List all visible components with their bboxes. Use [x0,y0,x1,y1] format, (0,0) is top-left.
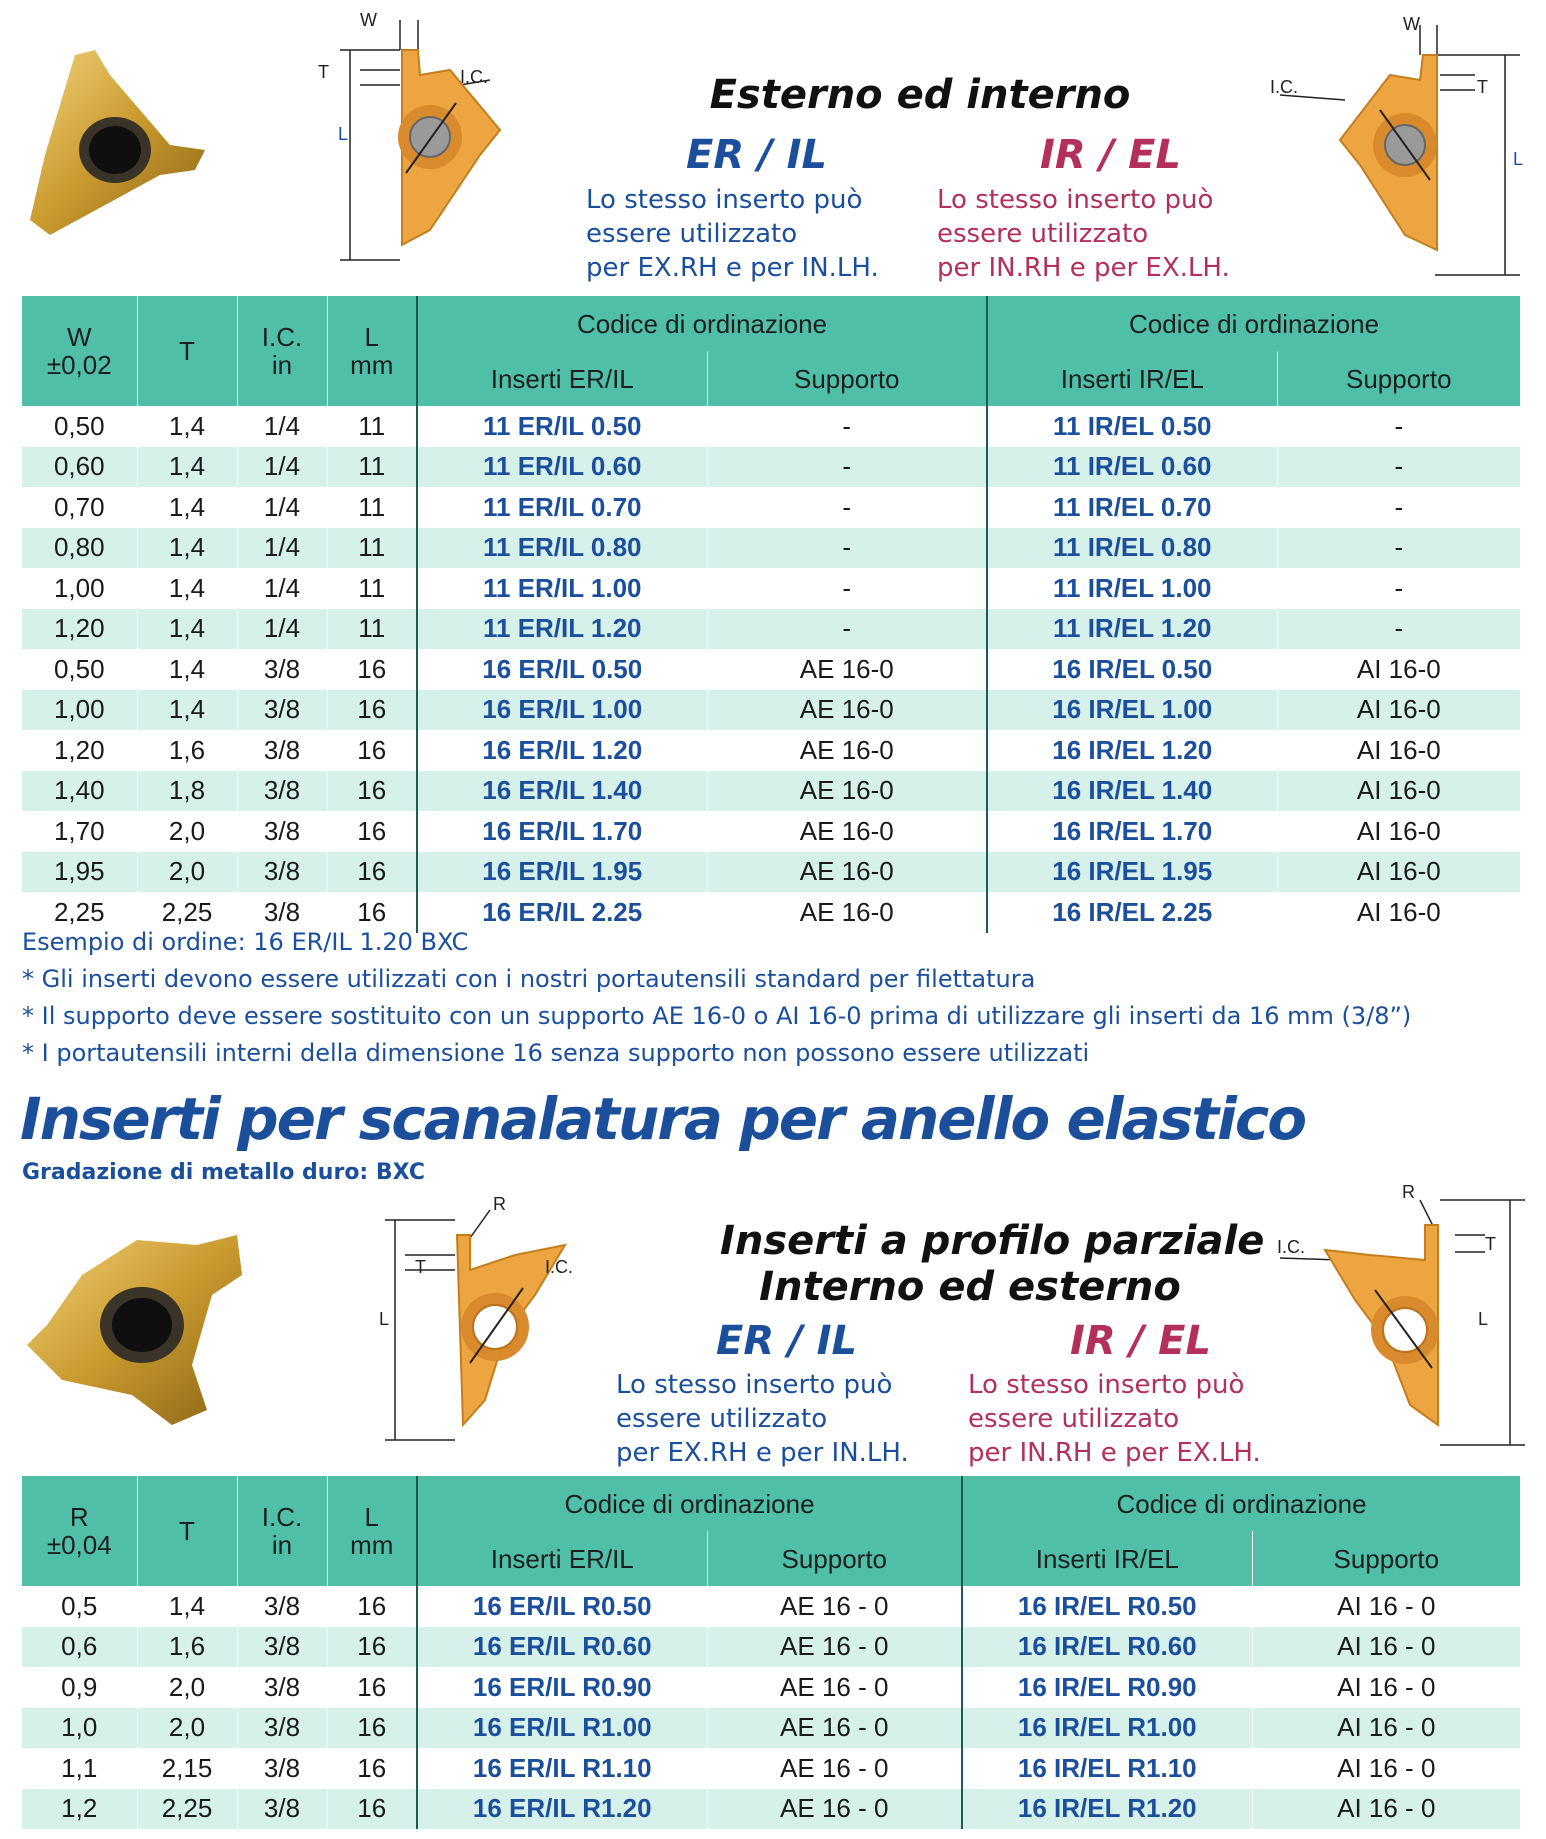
section1-ir-code: IR / EL [1040,132,1181,178]
cell-t: 2,0 [137,852,237,893]
cell-support-right: - [1277,487,1520,528]
cell-l: 11 [327,609,417,650]
cell-insert-er-il: 16 ER/IL R0.50 [417,1586,707,1627]
note-1: * Gli inserti devono essere utilizzati con i nostri portautensili standard per filettatura [22,965,1036,993]
cell-support-left: - [707,609,987,650]
cell-insert-ir-el: 16 IR/EL R0.50 [962,1586,1252,1627]
cell-l: 16 [327,730,417,771]
cell-support-right: - [1277,406,1520,447]
cell-support-left: AE 16-0 [707,811,987,852]
cell-insert-ir-el: 16 IR/EL 1.00 [987,690,1277,731]
header-w: W ±0,02 [22,296,137,406]
cell-t: 2,0 [137,811,237,852]
cell-support-left: AE 16 - 0 [707,1789,962,1830]
header-support-right: Supporto [1252,1531,1520,1586]
cell-t: 1,4 [137,609,237,650]
section2-er-description: Lo stesso inserto può essere utilizzato per EX.RH e per IN.LH. [616,1370,909,1468]
table-row [22,609,1520,650]
cell-dim: 0,5 [61,1590,98,1621]
cell-support-right: AI 16 - 0 [1252,1748,1520,1789]
cell-l: 11 [327,487,417,528]
table-row [22,1586,1520,1627]
cell-support-left: AE 16-0 [707,771,987,812]
cell-l: 16 [327,690,417,731]
cell-insert-ir-el: 16 IR/EL R0.60 [962,1627,1252,1668]
cell-insert-er-il: 16 ER/IL R0.60 [417,1627,707,1668]
cell-t: 1,6 [137,1627,237,1668]
cell-insert-ir-el: 16 IR/EL 1.20 [987,730,1277,771]
cell-support-right: - [1277,568,1520,609]
cell-support-left: AE 16 - 0 [707,1708,962,1749]
label-r: R [1402,1182,1415,1202]
label-l: L [1513,149,1524,169]
cell-l: 11 [327,406,417,447]
label-t: T [318,62,329,82]
label-w: W [360,10,377,30]
cell-support-right: AI 16-0 [1277,811,1520,852]
cell-support-right: AI 16 - 0 [1252,1667,1520,1708]
cell-support-right: AI 16-0 [1277,892,1520,933]
cell-l: 16 [327,649,417,690]
cell-dim: 1,00 [22,690,137,731]
cell-support-left: - [707,568,987,609]
cell-dim: 0,80 [22,528,137,569]
cell-insert-er-il: 11 ER/IL 0.50 [417,406,707,447]
cell-insert-ir-el: 16 IR/EL 1.40 [987,771,1277,812]
header-r: R ±0,04 [22,1476,137,1586]
order-example: Esempio di ordine: 16 ER/IL 1.20 BXC [22,928,469,956]
cell-t: 2,0 [137,1667,237,1708]
header-t: T [137,1476,237,1586]
cell-insert-er-il: 16 ER/IL R1.20 [417,1789,707,1830]
header-order-code-right: Codice di ordinazione [987,296,1520,351]
cell-ic: 1/4 [237,609,327,650]
section2-ir-description: Lo stesso inserto può essere utilizzato per IN.RH e per EX.LH. [968,1370,1261,1468]
label-l: L [338,124,349,144]
table-row [22,568,1520,609]
header-l: L mm [327,1476,417,1586]
cell-t: 1,4 [137,528,237,569]
section2-er-code: ER / IL [716,1318,857,1364]
cell-support-left: AE 16 - 0 [707,1667,962,1708]
note-3: * I portautensili interni della dimensione 16 senza supporto non possono essere utilizzati [22,1039,1090,1067]
cell-insert-er-il: 16 ER/IL 1.00 [417,690,707,731]
cell-ic: 3/8 [237,1789,327,1830]
cell-dim: 2,25 [53,896,105,927]
header-t: T [137,296,237,406]
cell-ic: 3/8 [237,1748,327,1789]
table-row [22,771,1520,812]
cell-t: 1,4 [137,406,237,447]
section1-er-code: ER / IL [686,132,827,178]
section2-subtitle: Inserti a profilo parziale Interno ed esterno [720,1218,1265,1310]
cell-dim: 1,1 [61,1752,98,1783]
cell-dim: 1,00 [53,572,105,603]
circlip-insert-table [22,1476,1520,1829]
label-r: R [493,1194,506,1214]
header-support-left: Supporto [707,351,987,406]
section1-subtitle: Esterno ed interno [709,72,1131,118]
header-inserts-er-il: Inserti ER/IL [417,1531,707,1586]
cell-insert-ir-el: 16 IR/EL R1.00 [962,1708,1252,1749]
cell-insert-er-il: 16 ER/IL R1.10 [417,1748,707,1789]
cell-t: 1,4 [137,1586,237,1627]
cell-dim: 1,40 [22,771,137,812]
table-row [22,406,1520,447]
cell-l: 16 [327,852,417,893]
cell-insert-er-il: 11 ER/IL 0.60 [417,447,707,488]
label-l: L [1478,1309,1489,1329]
insert-photo-threading [20,45,220,245]
section1-ir-description: Lo stesso inserto può essere utilizzato per IN.RH e per EX.LH. [937,185,1230,283]
cell-l: 16 [327,1586,417,1627]
cell-support-left: AE 16 - 0 [707,1748,962,1789]
label-ic: I.C. [1270,77,1299,97]
label-t: T [1485,1234,1496,1254]
cell-insert-er-il: 16 ER/IL 1.40 [417,771,707,812]
cell-ic: 1/4 [237,568,327,609]
cell-support-right: - [1277,528,1520,569]
cell-insert-ir-el: 11 IR/EL 0.70 [987,487,1277,528]
cell-l: 16 [327,1748,417,1789]
cell-support-left: - [707,406,987,447]
cell-t: 1,4 [137,690,237,731]
cell-support-left: AE 16-0 [707,690,987,731]
label-w: W [1403,14,1420,34]
cell-t: 2,0 [137,1708,237,1749]
cell-t: 1,4 [137,568,237,609]
section2-ir-code: IR / EL [1070,1318,1211,1364]
cell-l: 16 [327,811,417,852]
cell-insert-er-il: 16 ER/IL 1.70 [417,811,707,852]
cell-ic: 1/4 [237,528,327,569]
cell-insert-er-il: 11 ER/IL 0.70 [417,487,707,528]
diagram-ir-el-partial [1260,1180,1535,1450]
table-row [22,1748,1520,1789]
header-ic: I.C. in [237,296,327,406]
table-row [22,1627,1520,1668]
section2-title: Inserti per scanalatura per anello elastico [20,1085,1306,1153]
cell-support-left: AE 16 - 0 [707,1627,962,1668]
cell-dim: 1,95 [22,852,137,893]
cell-dim: 0,70 [53,491,105,522]
table-row [22,690,1520,731]
cell-ic: 3/8 [237,1627,327,1668]
cell-t: 2,25 [137,892,237,933]
cell-insert-ir-el: 11 IR/EL 0.60 [987,447,1277,488]
cell-insert-er-il: 11 ER/IL 1.20 [417,609,707,650]
cell-insert-ir-el: 16 IR/EL 0.50 [987,649,1277,690]
cell-ic: 3/8 [237,1667,327,1708]
cell-ic: 3/8 [237,649,327,690]
table-row [22,1667,1520,1708]
cell-l: 16 [327,892,417,933]
carbide-grade: Gradazione di metallo duro: BXC [22,1160,425,1185]
cell-insert-er-il: 16 ER/IL 2.25 [417,892,707,933]
header-inserts-ir-el: Inserti IR/EL [962,1531,1252,1586]
cell-support-right: AI 16-0 [1277,690,1520,731]
cell-dim: 0,9 [61,1671,98,1702]
cell-ic: 1/4 [237,447,327,488]
diagram-er-il [318,5,590,270]
cell-support-right: AI 16-0 [1277,852,1520,893]
header-order-code-right: Codice di ordinazione [962,1476,1520,1531]
cell-insert-ir-el: 11 IR/EL 1.20 [987,609,1277,650]
cell-support-left: - [707,447,987,488]
cell-t: 2,25 [137,1789,237,1830]
table-row [22,1789,1520,1830]
cell-ic: 1/4 [237,406,327,447]
cell-insert-ir-el: 16 IR/EL R1.20 [962,1789,1252,1830]
cell-support-left: AE 16-0 [707,892,987,933]
section1-er-description: Lo stesso inserto può essere utilizzato per EX.RH e per IN.LH. [586,185,879,283]
cell-insert-ir-el: 11 IR/EL 1.00 [987,568,1277,609]
diagram-ir-el [1255,5,1535,270]
cell-support-left: - [707,528,987,569]
cell-ic: 3/8 [237,771,327,812]
header-support-left: Supporto [707,1531,962,1586]
label-t: T [1477,77,1488,97]
table-row [22,487,1520,528]
cell-support-right: AI 16-0 [1277,771,1520,812]
label-ic: I.C. [1277,1237,1306,1257]
note-2: * Il supporto deve essere sostituito con un supporto AE 16-0 o AI 16-0 prima di utilizzare gli inserti da 16 mm (3/8”) [22,1002,1412,1030]
table-row [22,1708,1520,1749]
cell-insert-er-il: 16 ER/IL 1.95 [417,852,707,893]
header-order-code-left: Codice di ordinazione [417,1476,962,1531]
cell-support-right: AI 16 - 0 [1252,1789,1520,1830]
cell-t: 2,15 [137,1748,237,1789]
cell-dim: 1,70 [53,815,105,846]
cell-ic: 3/8 [237,690,327,731]
diagram-er-il-partial [375,1185,635,1450]
cell-support-left: - [707,487,987,528]
cell-support-left: AE 16-0 [707,852,987,893]
cell-insert-er-il: 16 ER/IL R0.90 [417,1667,707,1708]
cell-insert-er-il: 16 ER/IL 0.50 [417,649,707,690]
cell-support-left: AE 16-0 [707,649,987,690]
cell-l: 11 [327,528,417,569]
cell-ic: 3/8 [237,1586,327,1627]
cell-l: 11 [327,447,417,488]
cell-ic: 1/4 [237,487,327,528]
cell-dim: 1,0 [22,1708,137,1749]
cell-dim: 0,50 [53,410,105,441]
cell-insert-ir-el: 16 IR/EL 1.70 [987,811,1277,852]
cell-ic: 3/8 [237,892,327,933]
label-ic: I.C. [460,67,489,87]
table-row [22,811,1520,852]
cell-support-left: AE 16 - 0 [707,1586,962,1627]
table-row [22,730,1520,771]
cell-ic: 3/8 [237,1708,327,1749]
cell-l: 16 [327,1667,417,1708]
cell-l: 16 [327,1708,417,1749]
cell-support-right: - [1277,447,1520,488]
cell-ic: 3/8 [237,811,327,852]
header-inserts-er-il: Inserti ER/IL [417,351,707,406]
table-row [22,649,1520,690]
cell-insert-er-il: 16 ER/IL R1.00 [417,1708,707,1749]
cell-dim: 0,50 [53,653,105,684]
cell-insert-ir-el: 16 IR/EL R1.10 [962,1748,1252,1789]
header-l: L mm [327,296,417,406]
cell-t: 1,6 [137,730,237,771]
label-t: T [415,1257,426,1277]
cell-insert-ir-el: 16 IR/EL R0.90 [962,1667,1252,1708]
cell-insert-er-il: 11 ER/IL 1.00 [417,568,707,609]
cell-insert-er-il: 11 ER/IL 0.80 [417,528,707,569]
cell-t: 1,4 [137,649,237,690]
cell-support-right: AI 16 - 0 [1252,1708,1520,1749]
cell-insert-ir-el: 11 IR/EL 0.50 [987,406,1277,447]
cell-support-left: AE 16-0 [707,730,987,771]
cell-l: 16 [327,1789,417,1830]
cell-support-right: AI 16-0 [1277,730,1520,771]
table-row [22,852,1520,893]
header-order-code-left: Codice di ordinazione [417,296,987,351]
header-inserts-ir-el: Inserti IR/EL [987,351,1277,406]
notes [22,924,1411,1072]
cell-insert-ir-el: 16 IR/EL 2.25 [987,892,1277,933]
cell-t: 1,8 [137,771,237,812]
cell-l: 16 [327,1627,417,1668]
cell-t: 1,4 [137,447,237,488]
cell-dim: 1,20 [22,609,137,650]
table-row [22,528,1520,569]
cell-t: 1,4 [137,487,237,528]
cell-dim: 0,60 [22,447,137,488]
cell-dim: 0,6 [22,1627,137,1668]
cell-support-right: - [1277,609,1520,650]
label-l: L [379,1309,390,1329]
threading-insert-table [22,296,1520,933]
cell-dim: 1,20 [53,734,105,765]
cell-dim: 1,2 [22,1789,137,1830]
header-support-right: Supporto [1277,351,1520,406]
cell-l: 16 [327,771,417,812]
cell-insert-er-il: 16 ER/IL 1.20 [417,730,707,771]
cell-support-right: AI 16 - 0 [1252,1586,1520,1627]
table-row [22,447,1520,488]
cell-support-right: AI 16-0 [1277,649,1520,690]
cell-support-right: AI 16 - 0 [1252,1627,1520,1668]
cell-l: 11 [327,568,417,609]
cell-insert-ir-el: 16 IR/EL 1.95 [987,852,1277,893]
insert-photo-circlip [22,1215,252,1445]
header-ic: I.C. in [237,1476,327,1586]
cell-ic: 3/8 [237,852,327,893]
cell-ic: 3/8 [237,730,327,771]
cell-insert-ir-el: 11 IR/EL 0.80 [987,528,1277,569]
label-ic: I.C. [545,1257,574,1277]
